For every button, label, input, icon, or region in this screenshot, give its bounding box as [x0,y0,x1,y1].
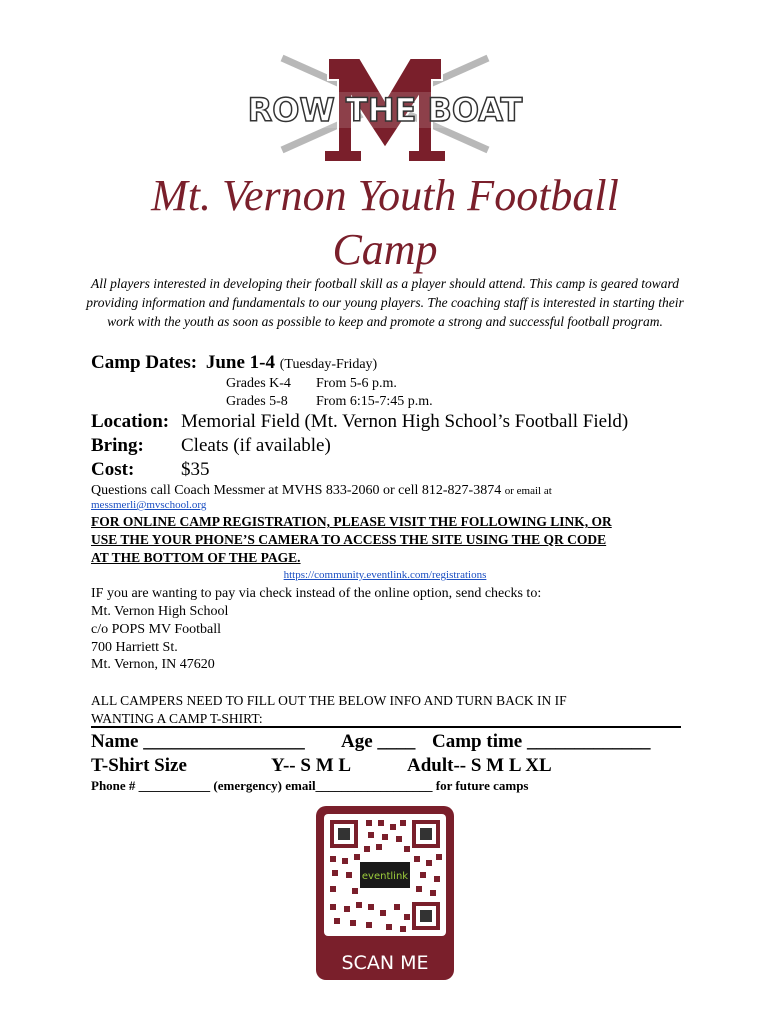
campers-line-1: ALL CAMPERS NEED TO FILL OUT THE BELOW INFO AND TURN BACK IN IF [91,693,567,708]
form-tshirt-row [91,755,552,777]
grades-time: From 5-6 p.m. [316,376,397,391]
qr-code[interactable] [316,806,454,980]
location-row [91,411,628,433]
title-line-1: Mt. Vernon Youth Football [151,171,619,220]
camp-dates-value: June 1-4 [205,352,275,373]
questions-email-prefix: or email at [504,485,552,497]
intro-paragraph: All players interested in developing their football skill as a player should attend. This camp is geared toward providing information and fundamentals to our young players. The coaching staff is interested in starting their work with the youth as soon as possible to keep and promote a strong and successful football program. [86,276,684,329]
tshirt-size-label: T-Shirt Size [91,755,187,776]
row-the-boat-logo [247,50,523,162]
camp-dates-label: Camp Dates: [91,352,198,373]
grades-label: Grades 5-8 [226,394,288,409]
registration-line-3: AT THE BOTTOM OF THE PAGE. [91,550,301,565]
camp-dates-note: (Tuesday-Friday) [279,357,378,372]
location-value: Memorial Field (Mt. Vernon High School’s Football Field) [181,411,629,432]
cost-label: Cost: [91,459,135,480]
camp-dates [91,352,377,374]
cost-value: $35 [181,459,210,480]
address-line: 700 Harriett St. [91,640,178,655]
bring-label: Bring: [91,435,144,456]
form-name-row [91,731,651,753]
name-field[interactable]: Name _________________ [91,731,305,752]
checks-intro: IF you are wanting to pay via check instead of the online option, send checks to: [91,586,542,601]
grades-label: Grades K-4 [226,376,291,391]
eventlink-logo: eventlink [361,871,409,882]
registration-line-2: USE THE YOUR PHONE’S CAMERA TO ACCESS THE SITE USING THE QR CODE [91,532,607,547]
bring-value: Cleats (if available) [181,435,331,456]
scan-me-label: SCAN ME [341,952,429,974]
address-line: Mt. Vernon High School [91,604,229,619]
registration-line-1: FOR ONLINE CAMP REGISTRATION, PLEASE VISIT THE FOLLOWING LINK, OR [91,514,612,529]
youth-sizes[interactable]: Y-- S M L [271,755,352,776]
questions-line [91,483,552,499]
cost-row [91,459,210,481]
campers-line-2: WANTING A CAMP T-SHIRT: [91,711,263,726]
age-field[interactable]: Age ____ [341,731,416,752]
coach-email-link[interactable]: messmerli@mvschool.org [91,499,207,511]
form-divider [91,726,681,728]
adult-sizes[interactable]: Adult-- S M L XL [407,755,552,776]
camp-time-field[interactable]: Camp time _____________ [432,731,651,752]
grades-time: From 6:15-7:45 p.m. [316,394,433,409]
grades-row-2 [226,394,433,410]
location-label: Location: [91,411,170,432]
bring-row [91,435,331,457]
logo-text: ROW THE BOAT [247,91,523,129]
questions-text: Questions call Coach Messmer at MVHS 833-2060 or cell 812-827-3874 [91,483,502,498]
grades-row-1 [226,376,397,392]
title-line-2: Camp [332,225,438,274]
address-line: c/o POPS MV Football [91,622,222,637]
registration-link[interactable]: https://community.eventlink.com/registrations [283,569,487,581]
address-line: Mt. Vernon, IN 47620 [91,657,215,672]
phone-email-field[interactable]: Phone # ___________ (emergency) email__________________ for future camps [91,778,529,793]
